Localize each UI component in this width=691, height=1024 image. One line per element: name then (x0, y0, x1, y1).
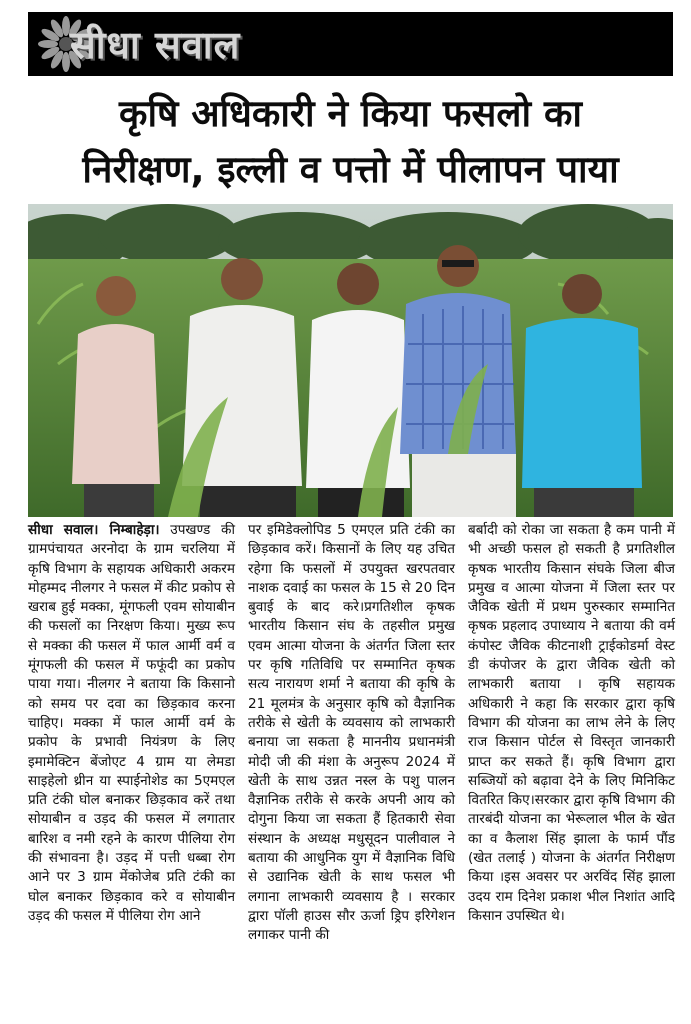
article-column-2-text: पर इमिडेक्लोपिड 5 एमएल प्रति टंकी का छिड़काव करें। किसानों के लिए यह उचित रहेगा कि फसलों में उपयुक्त खरपतवार नाशक दवाई का फसल के 15 से 20 दिन बुवाई के बाद करे।प्रगतिशील कृषक भारतीय किसान संघ के तहसील प्रमुख एवम आत्मा योजना के अंतर्गत जिला स्तर पर कृषि गतिविधि पर सम्मानित कृषक सत्य नारायण शर्मा ने बताया की कृषि के 21 मूलमंत्र के अनुसार कृषि को वैज्ञानिक तरीके से खेती के व्यवसाय को लाभकारी बनाया जा सकता है माननीय प्रधानमंत्री मोदी जी की मंशा के अनुरूप 2024 में खेती के साथ उन्नत नस्ल के पशु पालन वैज्ञानिक तरीके से करके अपनी आय को दोगुना किया जा सकता हैं हितकारी सेवा संस्थान के अध्यक्ष मधुसूदन पालीवाल ने बताया की आधुनिक युग में वैज्ञानिक विधि से उद्यानिक खेती के साथ फसल भी लगाना लाभकारी व्यवसाय है । सरकार द्वारा पॉली हाउस सौर ऊर्जा ड्रिप इरिगेशन लगाकर पानी की (248, 522, 455, 944)
article-body (28, 521, 673, 1021)
article-column-1 (28, 521, 235, 926)
article-column-3-text: बर्बादी को रोका जा सकता है कम पानी में भी अच्छी फसल हो सकती है प्रगतिशील कृषक भारतीय किसान संघके जिला बीज प्रमुख व आत्मा योजना में जिला स्तर पर जैविक खेती में प्रथम पुरुस्कार सम्मानित कृषक प्रहलाद उपाध्याय ने बताया की वर्म कंपोस्ट जैविक कीटनाशी ट्राईकोडर्मा वेस्ट डी कंपोजर के द्वारा जैविक खेती को लाभकारी बताया । कृषि सहायक अधिकारी ने कहा कि सरकार द्वारा कृषि विभाग की योजना का लाभ लेने के लिए राज किसान पोर्टल से विस्तृत जानकारी प्राप्त कर सकते हैं। कृषि विभाग द्वारा सब्जियों को बढ़ावा देने के लिए मिनिकिट वितरित किए।सरकार द्वारा कृषि विभाग की तारबंदी योजना का भेरूलाल भील के खेत का व कैलाश सिंह झाला के फार्म पौंड (खेत तलाई ) योजना के अंतर्गत निरीक्षण किया ।इस अवसर पर अरविंद सिंह झाला उदय राम दिनेश प्रकाश भील निशांत आदि किसान उपस्थित थे। (468, 522, 675, 924)
group-photo-in-maize-field (28, 204, 673, 517)
article-dateline: सीधा सवाल। निम्बाहेड़ा। (28, 522, 160, 538)
headline-line-2: निरीक्षण, इल्ली व पत्तो में पीलापन पाया (82, 148, 619, 191)
masthead-title: सीधा सवाल (70, 23, 241, 67)
article-column-1-text: उपखण्ड की ग्रामपंचायत अरनोदा के ग्राम चरलिया में कृषि विभाग के सहायक अधिकारी अकरम मोहम्मद नीलगर ने फसल में कीट प्रकोप से खराब हुई मक्का, मूंगफली एवम सोयाबीन की फसलों का निरक्षण किया। मुख्य रूप से मक्का की फसल में फाल आर्मी वर्म व मूंगफली की फसल में फफूंदी का प्रकोप पाया गया। नीलगर ने बताया कि किसानो को समय पर दवा का छिड़काव करना चाहिए। मक्का में फाल आर्मी वर्म के प्रकोप के प्रभावी नियंत्रण के लिए इमामेक्टिन बेंजोएट 4 ग्राम या लेमडा साइहेलो थ्रीन या स्पाईनोशेड का 5एमएल प्रति टंकी घोल बनाकर छिड़काव करें तथा सोयाबीन व उड़द की फसल में लगातार बारिश व नमी रहने के कारण पीलिया रोग की संभावना है। उड़द में पत्ती धब्बा रोग आने पर 3 ग्राम मेंकोजेब प्रति टंकी का घोल बनाकर छिड़काव करे व सोयाबीन उड़द की फसल में पीलिया रोग आने (28, 522, 236, 924)
article-column-3 (468, 521, 675, 926)
article-column-2 (248, 521, 455, 946)
headline-line-1: कृषि अधिकारी ने किया फसलो का (119, 92, 582, 135)
headline (28, 86, 673, 198)
